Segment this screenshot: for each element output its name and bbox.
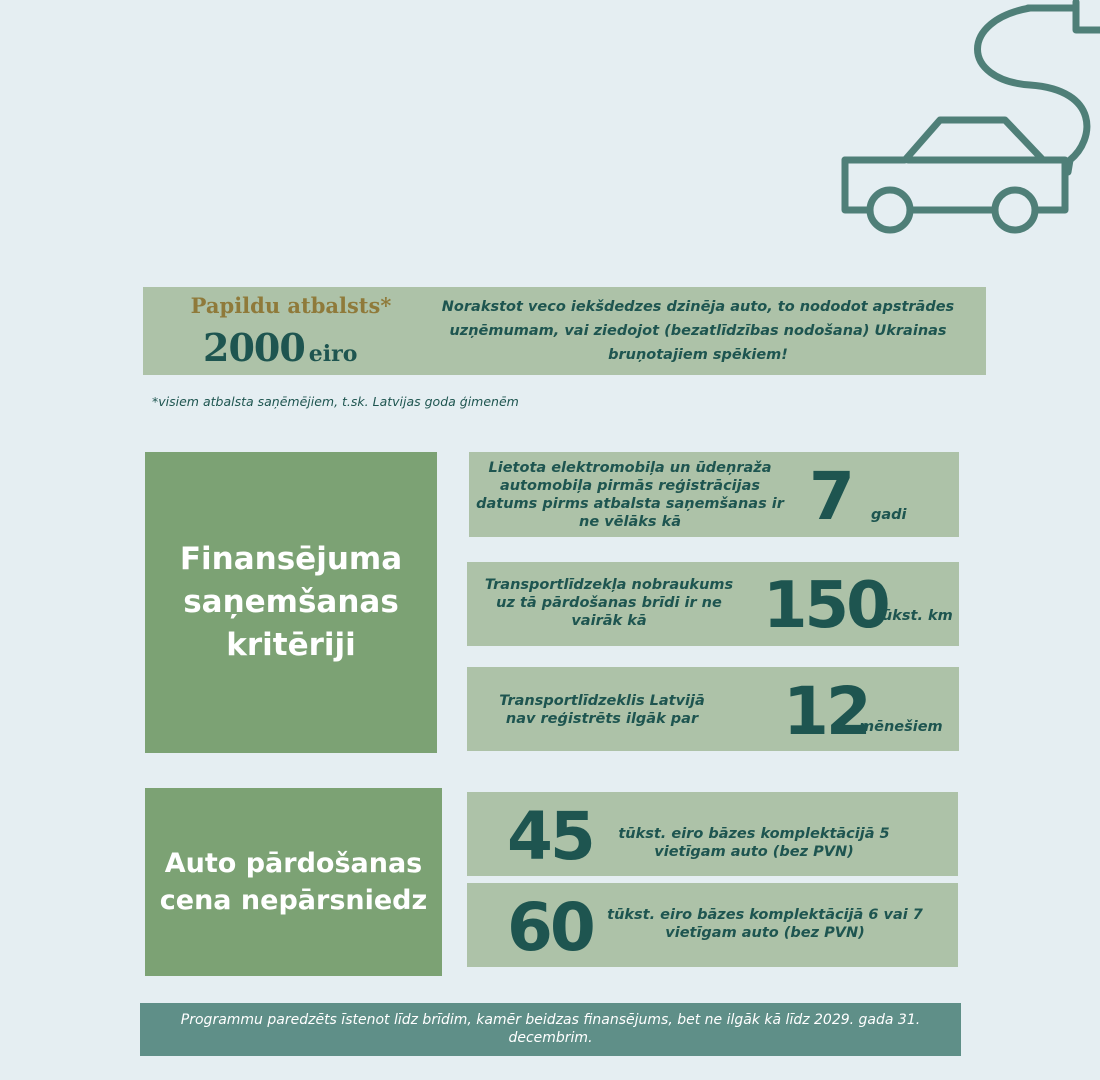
criteria-value: 150 bbox=[763, 569, 888, 643]
price-value: 45 bbox=[507, 798, 593, 875]
criteria-card-mileage bbox=[467, 562, 959, 646]
criteria-unit: mēnešiem bbox=[859, 719, 943, 735]
bonus-title: Papildu atbalsts* bbox=[190, 293, 392, 318]
footer-note: Programmu paredzēts īstenot līdz brīdim, kamēr beidzas finansējums, bet ne ilgāk kā līdz 2029. gada 31. decembrim. bbox=[140, 1003, 961, 1056]
price-heading-box bbox=[145, 788, 442, 976]
electric-car-icon bbox=[830, 0, 1100, 250]
criteria-value: 7 bbox=[809, 458, 852, 535]
footnote: *visiem atbalsta saņēmējiem, t.sk. Latvijas goda ģimenēm bbox=[152, 394, 519, 409]
criteria-unit: gadi bbox=[871, 507, 907, 523]
price-text: tūkst. eiro bāzes komplektācijā 6 vai 7 vietīgam auto (bez PVN) bbox=[607, 907, 923, 941]
criteria-text: Transportlīdzekļa nobraukums uz tā pārdošanas brīdi ir ne vairāk kā bbox=[484, 577, 734, 629]
criteria-text: Transportlīdzeklis Latvijā nav reģistrēts ilgāk par bbox=[499, 693, 705, 727]
criteria-card-age bbox=[469, 452, 959, 537]
price-heading: Auto pārdošanas cena nepārsniedz bbox=[159, 848, 428, 916]
criteria-unit: tūkst. km bbox=[875, 608, 953, 624]
criteria-text: Lietota elektromobiļa un ūdeņraža automobiļa pirmās reģistrācijas datums pirms atbalsta saņemšanas ir ne vēlāks kā bbox=[476, 460, 784, 530]
criteria-value: 12 bbox=[783, 673, 869, 750]
price-card-5-seat bbox=[467, 792, 958, 876]
bonus-amount-unit: eiro bbox=[308, 341, 358, 367]
criteria-heading-box bbox=[145, 452, 437, 753]
criteria-card-registration bbox=[467, 667, 959, 751]
bonus-amount bbox=[203, 325, 357, 370]
bonus-banner bbox=[143, 287, 986, 375]
criteria-heading: Finansējuma saņemšanas kritēriji bbox=[179, 541, 403, 663]
price-text: tūkst. eiro bāzes komplektācijā 5 vietīgam auto (bez PVN) bbox=[618, 826, 890, 860]
bonus-description: Norakstot veco iekšdedzes dzinēja auto, to nododot apstrādes uzņēmumam, vai ziedojot (bezatlīdzības nodošana) Ukrainas bruņotajiem spēkiem! bbox=[441, 299, 955, 363]
bonus-amount-value: 2000 bbox=[203, 325, 305, 370]
price-value: 60 bbox=[507, 889, 593, 966]
price-card-6-7-seat bbox=[467, 883, 958, 967]
